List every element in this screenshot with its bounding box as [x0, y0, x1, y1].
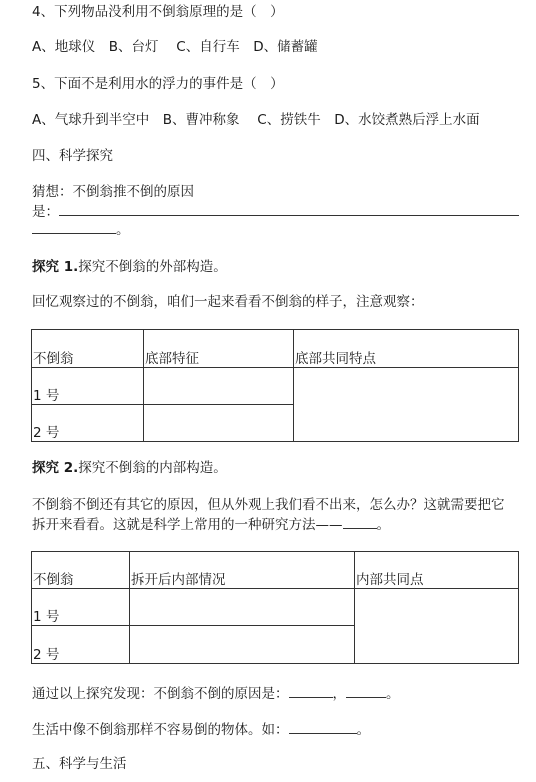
- table1-header-tumbler: 不倒翁: [32, 330, 144, 368]
- question-4-options-text: A、地球仪 B、台灯 C、自行车 D、储蓄罐: [32, 39, 318, 55]
- table2-header-inside: 拆开后内部情况: [130, 552, 355, 589]
- guess-line-3: [32, 219, 130, 239]
- table1-row-2-feature-cell[interactable]: [144, 405, 294, 442]
- explore-2-heading: [32, 459, 227, 477]
- section-5-title: [32, 755, 127, 773]
- explore-2-title: 探究不倒翁的内部构造。: [78, 460, 227, 476]
- explore-2-para-2: 拆开来看看。这就是科学上常用的一种研究方法——: [32, 517, 343, 533]
- internal-structure-table: [31, 551, 519, 664]
- section-4-title: [32, 147, 113, 165]
- table1-header-bottom-feature: 底部特征: [144, 330, 294, 368]
- guess-line-1: [32, 183, 194, 201]
- section-4-title-text: 四、科学探究: [32, 148, 113, 164]
- section-5-title-text: 五、科学与生活: [32, 756, 127, 772]
- life-answer-blank[interactable]: [289, 719, 357, 734]
- table2-row-1-inside-cell[interactable]: [130, 589, 355, 626]
- table1-row-1-feature-cell[interactable]: [144, 368, 294, 405]
- table2-row-2-inside-cell[interactable]: [130, 626, 355, 664]
- table2-row-2-label: 2 号: [32, 626, 130, 664]
- finding-line: [32, 683, 400, 703]
- explore-2-para-1: 不倒翁不倒还有其它的原因，但从外观上我们看不出来，怎么办？这就需要把它: [32, 497, 505, 513]
- guess-end: 。: [116, 222, 130, 238]
- explore-1-heading: [32, 258, 227, 276]
- guess-prefix: 是：: [32, 204, 59, 220]
- explore-2-paragraph-line-2: [32, 514, 390, 534]
- question-4: [32, 3, 284, 21]
- external-structure-table: [31, 329, 519, 442]
- question-4-options: [32, 38, 318, 56]
- finding-answer-blank-1[interactable]: [289, 683, 333, 698]
- finding-end: 。: [386, 686, 400, 702]
- question-4-text: 4、下列物品没利用不倒翁原理的是（ ）: [32, 4, 284, 20]
- table1-common-trait-cell[interactable]: [294, 368, 519, 442]
- finding-text: 通过以上探究发现：不倒翁不倒的原因是：: [32, 686, 289, 702]
- finding-comma: ，: [332, 686, 346, 702]
- table1-header-common-trait: 底部共同特点: [294, 330, 519, 368]
- question-5-text: 5、下面不是利用水的浮力的事件是（ ）: [32, 76, 284, 92]
- table1-row-2-label: 2 号: [32, 405, 144, 442]
- life-line: [32, 719, 370, 739]
- table2-common-point-cell[interactable]: [355, 589, 519, 664]
- explore-2-para-end: 。: [376, 517, 390, 533]
- explore-1-intro: [32, 293, 424, 311]
- finding-answer-blank-2[interactable]: [346, 683, 386, 698]
- question-5: [32, 75, 284, 93]
- question-5-options: [32, 111, 480, 129]
- explore-1-label: 探究 1.: [32, 259, 79, 275]
- table1-row-1-label: 1 号: [32, 368, 144, 405]
- guess-text: 猜想：不倒翁推不倒的原因: [32, 184, 194, 200]
- table2-header-common-point: 内部共同点: [355, 552, 519, 589]
- guess-answer-blank-1[interactable]: [59, 201, 519, 216]
- explore-1-title: 探究不倒翁的外部构造。: [78, 259, 227, 275]
- guess-answer-blank-2[interactable]: [32, 219, 116, 234]
- question-5-options-text: A、气球升到半空中 B、曹冲称象 C、捞铁牛 D、水饺煮熟后浮上水面: [32, 112, 480, 128]
- explore-2-label: 探究 2.: [32, 460, 79, 476]
- life-text: 生活中像不倒翁那样不容易倒的物体。如：: [32, 722, 289, 738]
- table2-row-1-label: 1 号: [32, 589, 130, 626]
- table2-header-tumbler: 不倒翁: [32, 552, 130, 589]
- explore-1-intro-text: 回忆观察过的不倒翁，咱们一起来看看不倒翁的样子，注意观察：: [32, 294, 424, 310]
- method-answer-blank[interactable]: [343, 514, 377, 529]
- life-end: 。: [356, 722, 370, 738]
- explore-2-paragraph-line-1: [32, 496, 505, 514]
- guess-line-2: [32, 201, 519, 221]
